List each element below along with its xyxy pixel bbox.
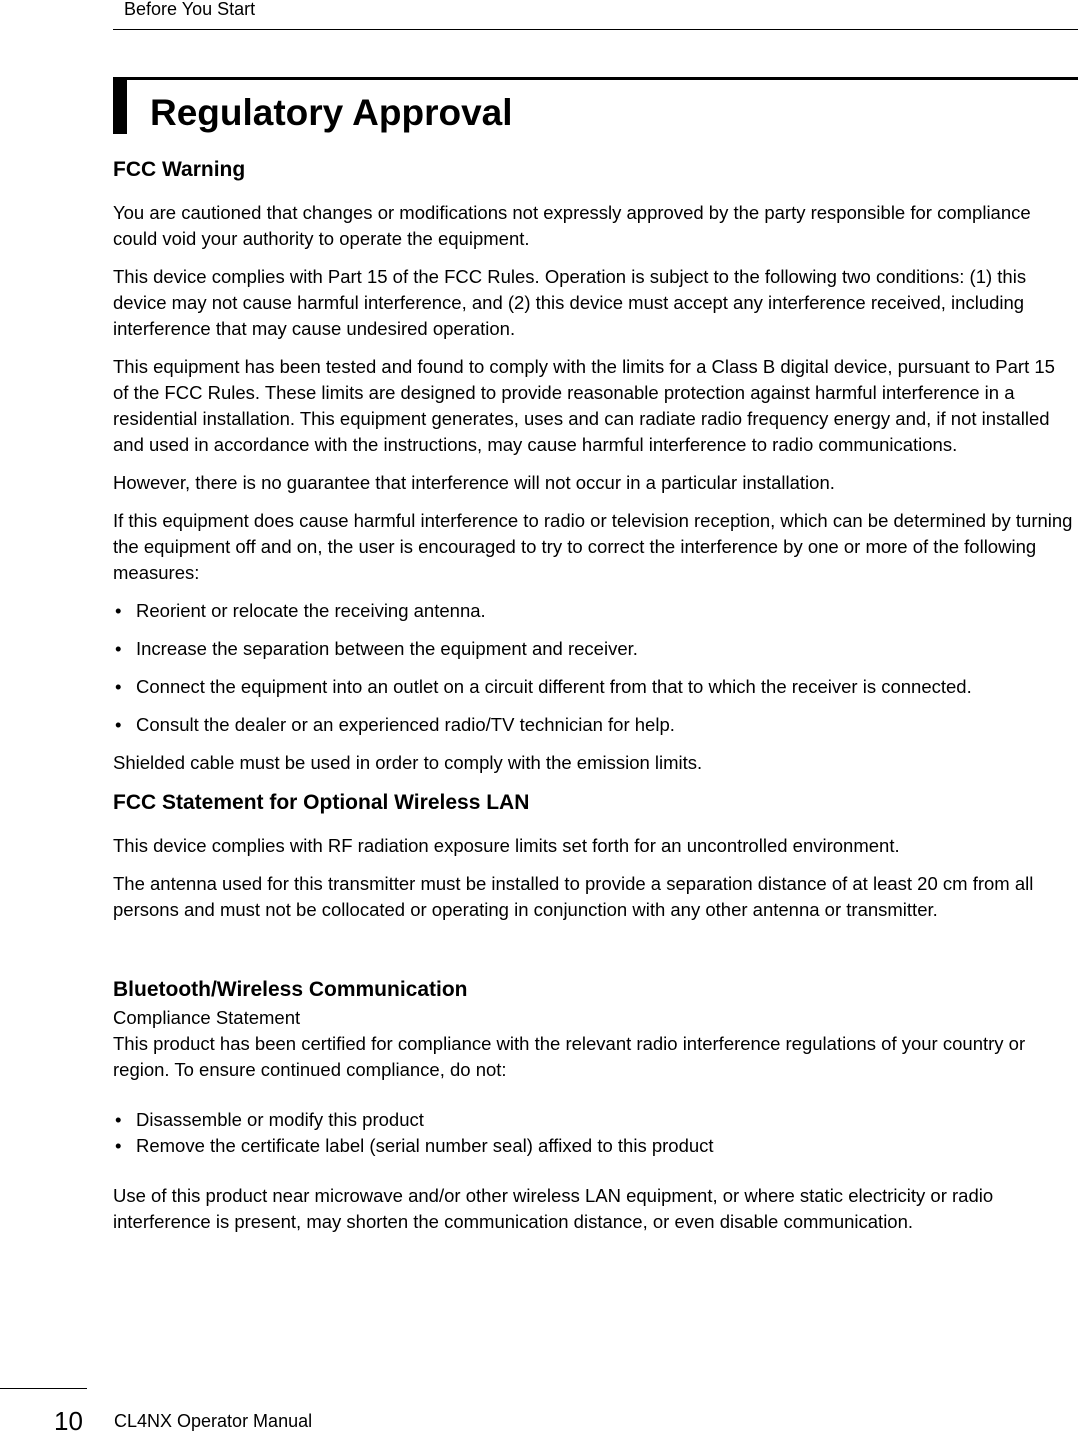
bullet-mark: • bbox=[115, 1135, 122, 1156]
list-item-text: Connect the equipment into an outlet on a circuit different from that to which the receiver is connected. bbox=[136, 676, 972, 697]
list-item-text: Remove the certificate label (serial number seal) affixed to this product bbox=[136, 1135, 714, 1156]
paragraph: If this equipment does cause harmful interference to radio or television reception, which can be determined by turning the equipment off and on, the user is encouraged to try to correct the interference by one or more of the following measures: bbox=[113, 510, 1073, 583]
paragraph: Use of this product near microwave and/or other wireless LAN equipment, or where static electricity or radio interference is present, may shorten the communication distance, or even disable communication. bbox=[113, 1185, 994, 1232]
measures-list bbox=[113, 598, 1075, 738]
header-divider bbox=[113, 29, 1078, 30]
paragraph: Shielded cable must be used in order to comply with the emission limits. bbox=[113, 752, 703, 773]
fcc-warning-section bbox=[113, 155, 1075, 776]
paragraph: The antenna used for this transmitter must be installed to provide a separation distance of at least 20 cm from all persons and must not be collocated or operating in conjunction with any other antenna or transmitter. bbox=[113, 873, 1034, 920]
list-item-text: Increase the separation between the equipment and receiver. bbox=[136, 638, 638, 659]
paragraph: This product has been certified for compliance with the relevant radio interference regulations of your country or region. To ensure continued compliance, do not: bbox=[113, 1033, 1026, 1080]
running-header: Before You Start bbox=[124, 0, 256, 19]
title-rule bbox=[113, 77, 1078, 80]
list-item bbox=[113, 598, 1075, 624]
manual-title: CL4NX Operator Manual bbox=[114, 1411, 313, 1431]
list-item bbox=[113, 1107, 1075, 1133]
section-heading: Bluetooth/Wireless Communication bbox=[113, 978, 468, 1001]
list-item bbox=[113, 712, 1075, 738]
subheading: Compliance Statement bbox=[113, 1007, 301, 1028]
bluetooth-section bbox=[113, 975, 1075, 1235]
section-heading: FCC Statement for Optional Wireless LAN bbox=[113, 791, 530, 814]
bullet-mark: • bbox=[115, 638, 122, 659]
bullet-mark: • bbox=[115, 1109, 122, 1130]
page-title: Regulatory Approval bbox=[150, 92, 513, 133]
do-not-list bbox=[113, 1107, 1075, 1159]
list-item bbox=[113, 1133, 1075, 1159]
list-item-text: Consult the dealer or an experienced radio/TV technician for help. bbox=[136, 714, 675, 735]
bullet-mark: • bbox=[115, 676, 122, 697]
page-body bbox=[113, 155, 1075, 1247]
list-item-text: Disassemble or modify this product bbox=[136, 1109, 424, 1130]
fcc-wireless-section bbox=[113, 788, 1075, 923]
bullet-mark: • bbox=[115, 714, 122, 735]
title-accent-bar bbox=[113, 77, 127, 134]
list-item bbox=[113, 674, 1075, 700]
bullet-mark: • bbox=[115, 600, 122, 621]
paragraph: This equipment has been tested and found to comply with the limits for a Class B digital device, pursuant to Part 15 of the FCC Rules. These limits are designed to provide reasonable protection against harmful interference in a residential installation. This equipment generates, uses and can radiate radio frequency energy and, if not installed and used in accordance with the instructions, may cause harmful interference to radio communications. bbox=[113, 356, 1055, 455]
list-item bbox=[113, 636, 1075, 662]
list-item-text: Reorient or relocate the receiving antenna. bbox=[136, 600, 486, 621]
paragraph: This device complies with RF radiation exposure limits set forth for an uncontrolled environment. bbox=[113, 835, 900, 856]
paragraph: You are cautioned that changes or modifications not expressly approved by the party responsible for compliance could void your authority to operate the equipment. bbox=[113, 202, 1031, 249]
paragraph: However, there is no guarantee that interference will not occur in a particular installation. bbox=[113, 472, 835, 493]
paragraph: This device complies with Part 15 of the FCC Rules. Operation is subject to the following two conditions: (1) this device may not cause harmful interference, and (2) this device must accept any interference received, including interference that may cause undesired operation. bbox=[113, 266, 1027, 339]
section-heading: FCC Warning bbox=[113, 158, 246, 181]
footer-divider bbox=[0, 1388, 87, 1389]
page-number: 10 bbox=[54, 1406, 83, 1436]
